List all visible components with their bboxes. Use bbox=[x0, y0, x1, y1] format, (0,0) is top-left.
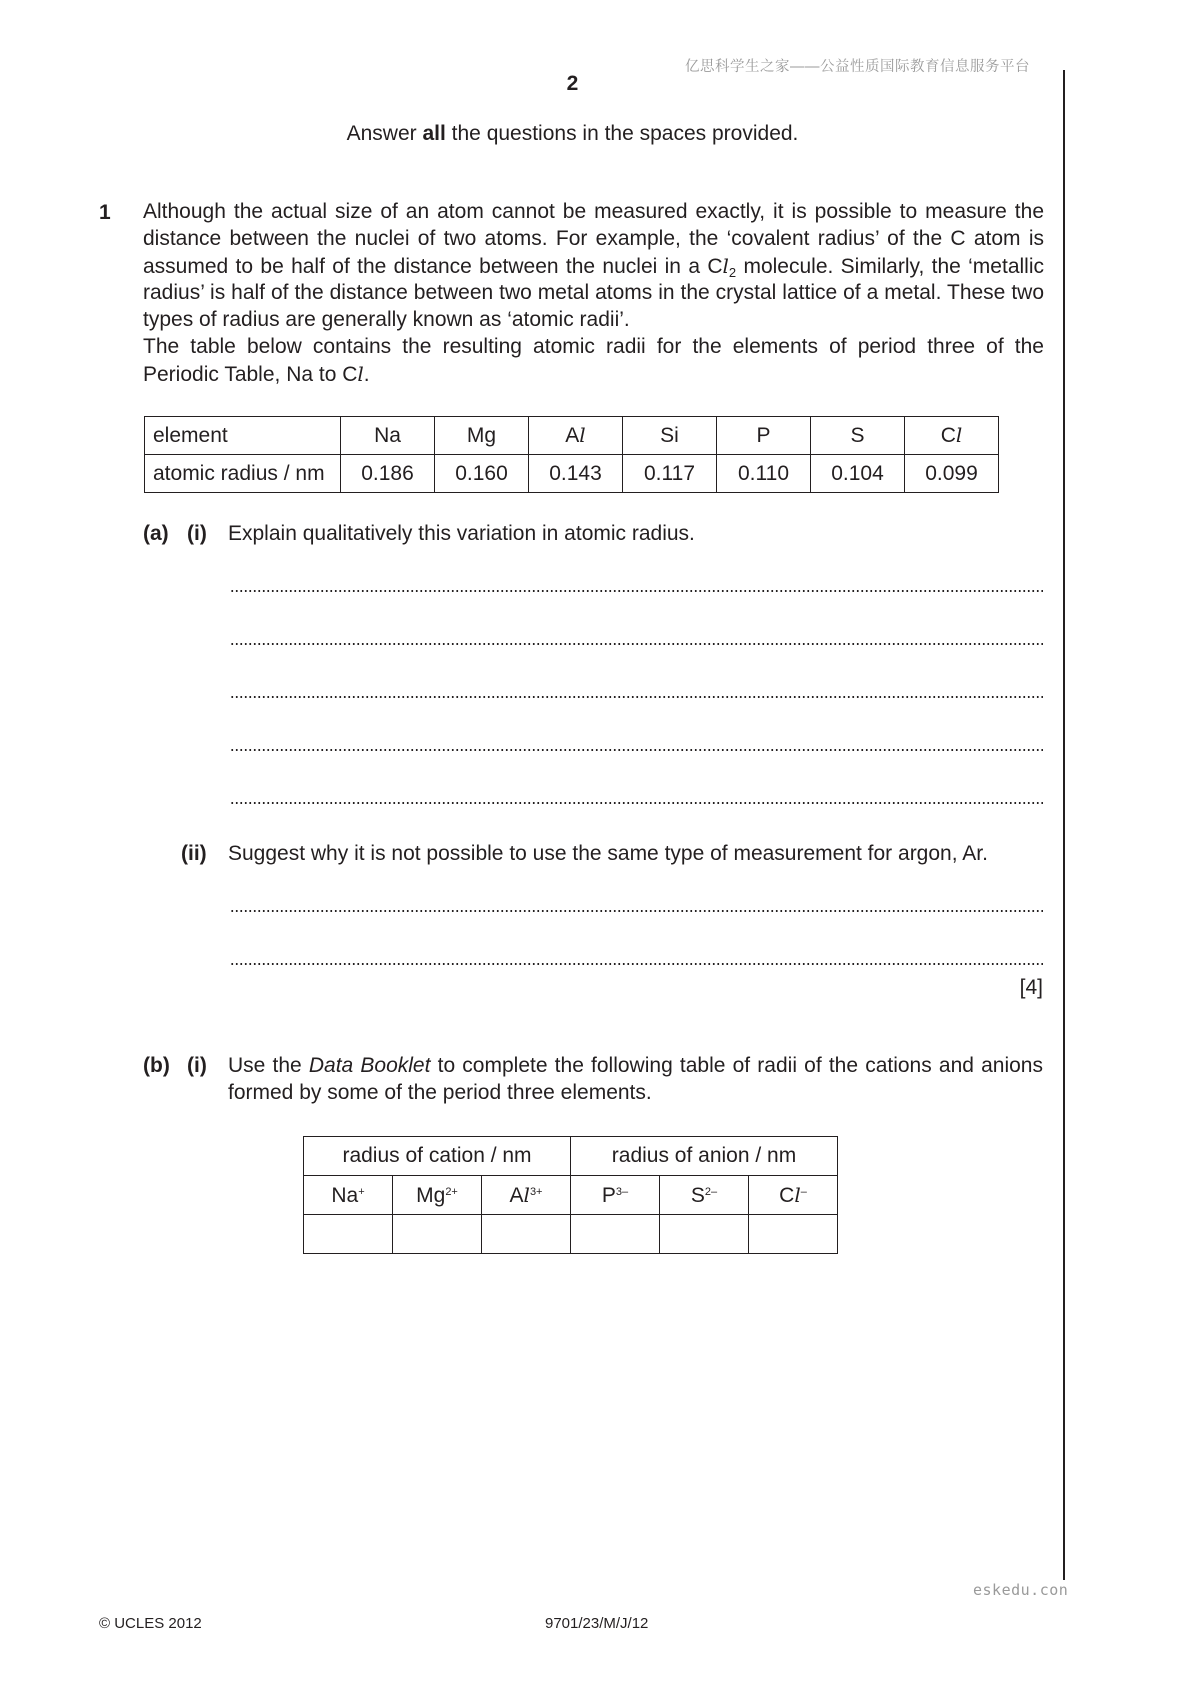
element-cell: S bbox=[811, 417, 905, 455]
ion-symbol-row bbox=[304, 1176, 838, 1215]
radius-cell: 0.110 bbox=[717, 455, 811, 493]
intro-text-1b: molecule. Similarly, the ‘metallic radius’ is half of the distance between two metal atoms in the crystal lattice of a metal. These two types of radius are generally known as ‘atomic radii’. bbox=[143, 254, 1044, 332]
answer-line[interactable] bbox=[230, 696, 1043, 698]
page-number: 2 bbox=[566, 72, 579, 95]
intro-text-2b: . bbox=[363, 362, 370, 386]
ion-answer-row bbox=[304, 1215, 838, 1254]
ion-symbol-cell: Cl– bbox=[749, 1176, 838, 1215]
element-row bbox=[145, 417, 999, 455]
part-a-i-text: Explain qualitatively this variation in atomic radius. bbox=[228, 522, 695, 545]
instruction-after: the questions in the spaces provided. bbox=[445, 122, 799, 145]
instruction-before: Answer bbox=[346, 122, 423, 145]
question-number: 1 bbox=[99, 201, 111, 224]
instruction-line bbox=[0, 122, 1145, 146]
intro-paragraph-2 bbox=[143, 334, 1044, 389]
ion-answer-cell[interactable] bbox=[571, 1215, 660, 1254]
watermark-footer: eskedu.con bbox=[973, 1581, 1069, 1599]
answer-line[interactable] bbox=[230, 590, 1043, 592]
answer-line[interactable] bbox=[230, 802, 1043, 804]
marks-allocation: [4] bbox=[1019, 976, 1043, 999]
part-b-label: (b) bbox=[143, 1054, 170, 1077]
element-cell: Si bbox=[623, 417, 717, 455]
atomic-radii-table bbox=[144, 416, 999, 493]
question-intro bbox=[143, 199, 1044, 389]
ion-symbol-cell: $P^{3-}$ bbox=[571, 1176, 660, 1215]
answer-line[interactable] bbox=[230, 643, 1043, 645]
part-a-ii-text: Suggest why it is not possible to use the same type of measurement for argon, Ar. bbox=[228, 842, 988, 865]
element-cell: P bbox=[717, 417, 811, 455]
element-cell: Na bbox=[341, 417, 435, 455]
ion-answer-cell[interactable] bbox=[749, 1215, 838, 1254]
radius-cell: 0.104 bbox=[811, 455, 905, 493]
answer-line[interactable] bbox=[230, 749, 1043, 751]
part-a-i-label: (i) bbox=[187, 522, 207, 545]
intro-text-2a: The table below contains the resulting atomic radii for the elements of period three of the Periodic Table, Na to C bbox=[143, 334, 1044, 386]
ion-symbol-cell: Na+ bbox=[304, 1176, 393, 1215]
ion-answer-cell[interactable] bbox=[393, 1215, 482, 1254]
paper-code: 9701/23/M/J/12 bbox=[545, 1615, 649, 1632]
page-margin-rule bbox=[1063, 70, 1065, 1580]
part-b-i-text: Use the Data Booklet to complete the following table of radii of the cations and anions formed by some of the period three elements. bbox=[228, 1054, 1043, 1104]
radius-row bbox=[145, 455, 999, 493]
watermark-header: 亿思科学生之家——公益性质国际教育信息服务平台 bbox=[685, 59, 1030, 75]
copyright: © UCLES 2012 bbox=[99, 1615, 202, 1632]
element-cell: Al bbox=[529, 417, 623, 455]
instruction-bold: all bbox=[422, 122, 446, 145]
radius-header: atomic radius / nm bbox=[145, 455, 341, 493]
ion-answer-cell[interactable] bbox=[482, 1215, 571, 1254]
answer-line[interactable] bbox=[230, 963, 1043, 965]
radius-cell: 0.117 bbox=[623, 455, 717, 493]
anion-header: radius of anion / nm bbox=[571, 1137, 838, 1176]
part-b-i-label: (i) bbox=[187, 1054, 207, 1077]
subscript-2: 2 bbox=[728, 264, 737, 280]
cation-header: radius of cation / nm bbox=[304, 1137, 571, 1176]
element-header: element bbox=[145, 417, 341, 455]
chlorine-l: l bbox=[357, 361, 364, 386]
chlorine-l: l bbox=[722, 253, 729, 278]
intro-paragraph-1 bbox=[143, 199, 1044, 334]
radius-cell: 0.186 bbox=[341, 455, 435, 493]
ion-answer-cell[interactable] bbox=[304, 1215, 393, 1254]
radius-cell: 0.160 bbox=[435, 455, 529, 493]
ion-header-row bbox=[304, 1137, 838, 1176]
ion-symbol-cell: $Al^{3+}$ bbox=[482, 1176, 571, 1215]
ionic-radii-table bbox=[303, 1136, 838, 1254]
ion-answer-cell[interactable] bbox=[660, 1215, 749, 1254]
part-a-label: (a) bbox=[143, 522, 169, 545]
radius-cell: 0.099 bbox=[905, 455, 999, 493]
element-cell: Cl bbox=[905, 417, 999, 455]
data-booklet-title: Data Booklet bbox=[308, 1054, 431, 1077]
part-a-ii-label: (ii) bbox=[181, 842, 207, 865]
answer-line[interactable] bbox=[230, 910, 1043, 912]
ion-symbol-cell: $Mg^{2+}$ bbox=[393, 1176, 482, 1215]
ion-symbol-cell: $S^{2-}$ bbox=[660, 1176, 749, 1215]
element-cell: Mg bbox=[435, 417, 529, 455]
radius-cell: 0.143 bbox=[529, 455, 623, 493]
intro-text-1a: Although the actual size of an atom cannot be measured exactly, it is possible to measure the distance between the nuclei of two atoms. For example, the ‘covalent radius’ of the C atom is assumed to be half of the distance between the nuclei in a C bbox=[143, 200, 1044, 278]
